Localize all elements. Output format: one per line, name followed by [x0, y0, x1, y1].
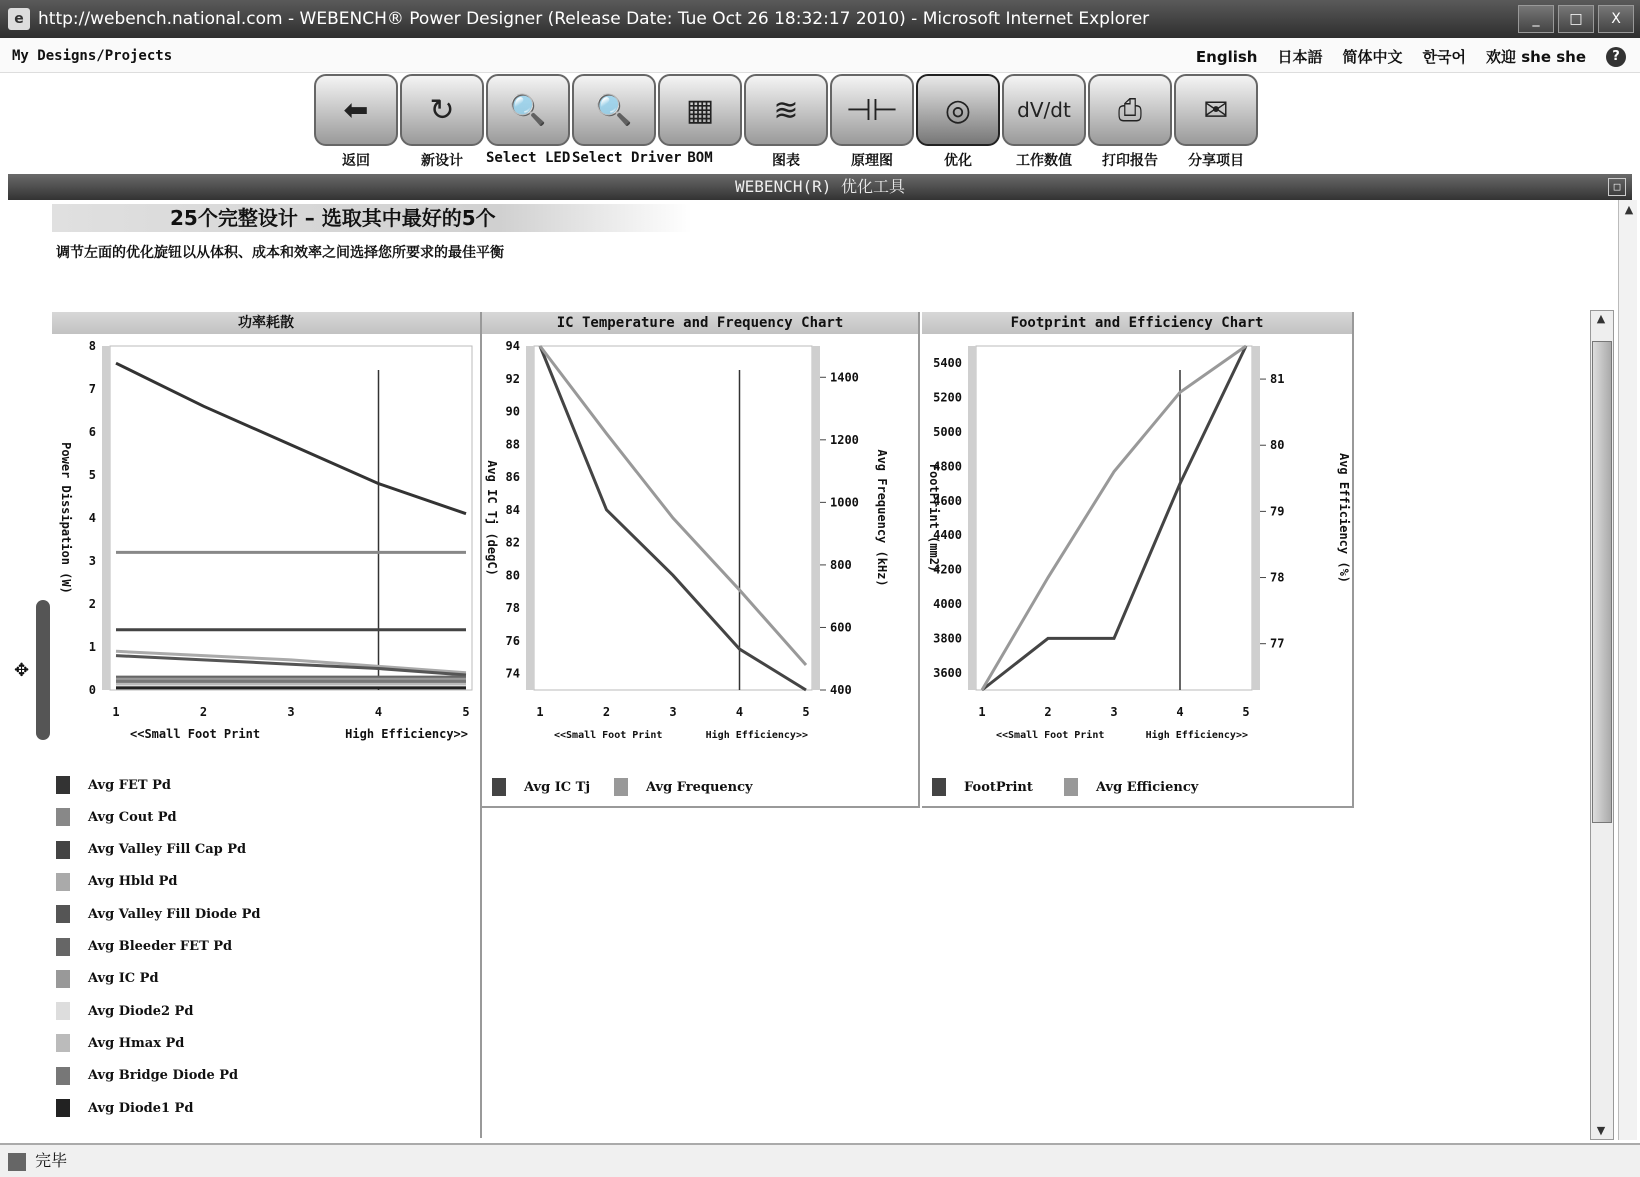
y2-tick-label: 1000: [830, 495, 859, 510]
legend-item: [932, 778, 1033, 796]
y-axis-band: [526, 346, 534, 690]
legend-item: [56, 808, 177, 826]
x-tick-label: 1: [536, 705, 544, 719]
y2-tick-label: 600: [830, 620, 852, 635]
y-tick-label: 4400: [933, 528, 962, 543]
legend-label: Avg Cout Pd: [88, 809, 177, 825]
legend-swatch: [932, 778, 946, 796]
toolbar-button-9[interactable]: [1088, 74, 1172, 170]
legend-label: FootPrint: [964, 779, 1033, 795]
scroll-up-icon[interactable]: ▲: [1596, 312, 1606, 325]
x-tick-label: 3: [287, 705, 295, 719]
legend-label: Avg FET Pd: [88, 777, 171, 793]
legend-item: [56, 776, 171, 794]
legend-item: [56, 1002, 193, 1020]
legend-label: Avg Hbld Pd: [88, 874, 178, 890]
page-scroll-up-icon[interactable]: ▲: [1624, 203, 1634, 216]
heading-text: 25个完整设计 – 选取其中最好的5个: [170, 206, 496, 230]
x-axis-label-left: <<Small Foot Print: [554, 730, 663, 741]
x-tick-label: 5: [802, 705, 810, 719]
y-axis-label: Power Dissipation (W): [59, 442, 73, 594]
y-tick-label: 8: [88, 339, 96, 353]
y-axis-band: [102, 346, 110, 690]
legend-item: [56, 841, 246, 859]
y2-tick-label: 81: [1270, 372, 1285, 387]
status-bar: [0, 1143, 1640, 1177]
chart-title: Footprint and Efficiency Chart: [922, 312, 1352, 334]
toolbar-label-7: 优化: [944, 153, 972, 169]
lang-japanese-link[interactable]: 日本語: [1277, 48, 1323, 66]
toolbar-icon-6: ⊣⊢: [830, 74, 914, 146]
y-tick-label: 92: [505, 371, 520, 386]
legend-item: [1064, 778, 1198, 796]
panel-maximize-icon[interactable]: □: [1608, 178, 1626, 196]
toolbar-icon-10: ✉: [1174, 74, 1258, 146]
y-tick-label: 78: [505, 601, 520, 616]
legend-label: Avg Bleeder FET Pd: [88, 939, 233, 954]
window-title: http://webench.national.com - WEBENCH® Power Designer (Release Date: Tue Oct 26 18:32:17 2010) - Microsoft Internet Explorer: [38, 9, 1150, 29]
legend-label: Avg Efficiency: [1096, 779, 1199, 795]
legend-swatch: [492, 778, 506, 796]
x-axis-label-left: <<Small Foot Print: [996, 730, 1105, 741]
x-tick-label: 2: [1044, 705, 1052, 719]
y-tick-label: 3: [88, 554, 96, 568]
x-tick-label: 4: [735, 705, 744, 719]
footprint-efficiency-chart: [922, 312, 1354, 808]
y-tick-label: 4600: [933, 493, 962, 508]
y-tick-label: 74: [505, 666, 520, 681]
toolbar-icon-4: ▦: [658, 74, 742, 146]
y2-tick-label: 79: [1270, 504, 1285, 519]
window-title-bar: [0, 0, 1640, 38]
toolbar-icon-0: ⬅: [314, 74, 398, 146]
legend-swatch: [56, 841, 70, 859]
legend-swatch: [56, 776, 70, 794]
x-tick-label: 5: [462, 705, 470, 719]
y2-tick-label: 80: [1270, 438, 1285, 453]
y-tick-label: 94: [505, 339, 520, 353]
toolbar-label-5: 图表: [772, 153, 800, 169]
legend-label: Avg IC Tj: [524, 779, 591, 795]
welcome-text: 欢迎 she she: [1485, 48, 1586, 66]
page-status-icon: [8, 1153, 26, 1171]
y2-tick-label: 77: [1270, 636, 1285, 651]
legend-swatch: [56, 938, 70, 956]
power-dissipation-chart: [52, 312, 482, 1138]
y-tick-label: 3600: [933, 665, 962, 680]
toolbar-button-7[interactable]: [916, 74, 1000, 170]
y-tick-label: 76: [505, 633, 520, 648]
toolbar-label-10: 分享项目: [1188, 153, 1244, 169]
legend-swatch: [1064, 778, 1078, 796]
legend-swatch: [56, 808, 70, 826]
toolbar-button-4[interactable]: [658, 74, 742, 170]
optimization-knob-slider[interactable]: [36, 600, 50, 740]
x-tick-label: 2: [199, 705, 208, 719]
y-tick-label: 7: [88, 382, 96, 396]
power-dissipation-plot: [52, 334, 480, 764]
legend-label: Avg Bridge Diode Pd: [88, 1068, 239, 1084]
panel-header: [8, 174, 1632, 200]
legend-item: [56, 1099, 193, 1117]
toolbar-label-2: Select LED: [486, 150, 571, 166]
top-nav-bar: [0, 38, 1640, 73]
x-axis-label-right: High Efficiency>>: [345, 727, 468, 741]
inner-scrollbar[interactable]: [1590, 310, 1614, 1140]
legend-swatch: [56, 1002, 70, 1020]
toolbar-icon-9: ⎙: [1088, 74, 1172, 146]
toolbar-icon-3: 🔍: [572, 74, 656, 146]
toolbar-label-8: 工作数值: [1016, 153, 1072, 169]
y-tick-label: 5400: [933, 356, 962, 371]
x-axis-label-right: High Efficiency>>: [1145, 730, 1248, 741]
y2-tick-label: 78: [1270, 570, 1285, 585]
toolbar-icon-5: ≋: [744, 74, 828, 146]
legend-label: Avg Diode1 Pd: [88, 1100, 194, 1116]
y2-tick-label: 400: [830, 683, 852, 697]
ic-temperature-frequency-plot: [482, 334, 918, 764]
legend-swatch: [56, 873, 70, 891]
toolbar-button-2[interactable]: [486, 74, 570, 170]
page-heading: [52, 204, 692, 232]
legend-label: Avg Diode2 Pd: [88, 1003, 194, 1019]
toolbar-label-4: BOM: [687, 150, 713, 166]
lang-chinese-link[interactable]: 简体中文: [1342, 48, 1403, 66]
footprint-efficiency-plot: [922, 334, 1352, 764]
instruction-text: 调节左面的优化旋钮以从体积、成本和效率之间选择您所要求的最佳平衡: [56, 245, 504, 261]
legend-swatch: [56, 970, 70, 988]
y-tick-label: 5000: [933, 425, 962, 439]
x-tick-label: 3: [1110, 705, 1118, 719]
y-tick-label: 5: [88, 468, 96, 482]
x-tick-label: 4: [374, 705, 383, 719]
chart-title: 功率耗散: [52, 312, 480, 334]
minimize-button[interactable]: _: [1518, 5, 1554, 33]
legend-swatch: [56, 1099, 70, 1117]
window-controls: [1518, 5, 1634, 33]
toolbar-button-0[interactable]: [314, 74, 398, 170]
legend-label: Avg Valley Fill Diode Pd: [88, 906, 261, 922]
x-axis-label-right: High Efficiency>>: [705, 730, 808, 741]
main-toolbar: [314, 74, 1258, 170]
x-tick-label: 5: [1242, 705, 1250, 719]
my-designs-link[interactable]: My Designs/Projects: [12, 48, 173, 64]
legend-item: [492, 778, 590, 796]
move-handle-icon[interactable]: ✥: [14, 660, 30, 681]
y2-tick-label: 800: [830, 557, 852, 572]
legend-swatch: [614, 778, 628, 796]
y-axis-label: Avg IC Tj (degC): [485, 460, 499, 576]
legend-label: Avg Hmax Pd: [88, 1035, 185, 1051]
y-tick-label: 6: [88, 425, 96, 439]
toolbar-icon-2: 🔍: [486, 74, 570, 146]
y-tick-label: 84: [505, 502, 520, 517]
legend-swatch: [56, 905, 70, 923]
toolbar-button-8[interactable]: [1002, 74, 1086, 170]
toolbar-label-0: 返回: [342, 153, 370, 169]
legend-label: Avg IC Pd: [88, 971, 159, 987]
y2-axis-label: Avg Efficiency (%): [1337, 452, 1351, 584]
lang-english-link[interactable]: English: [1195, 47, 1258, 66]
legend-item: [56, 873, 178, 891]
close-button[interactable]: X: [1598, 5, 1634, 33]
toolbar-button-10[interactable]: [1174, 74, 1258, 170]
y-tick-label: 5200: [933, 390, 962, 405]
toolbar-button-6[interactable]: [830, 74, 914, 170]
x-tick-label: 4: [1176, 705, 1184, 719]
toolbar-icon-1: ↻: [400, 74, 484, 146]
legend-item: [56, 905, 260, 923]
maximize-button[interactable]: □: [1558, 5, 1594, 33]
x-tick-label: 1: [978, 705, 986, 719]
y-tick-label: 0: [88, 683, 96, 697]
toolbar-label-6: 原理图: [851, 153, 893, 169]
legend-label: Avg Frequency: [646, 779, 753, 795]
scroll-thumb[interactable]: [1592, 341, 1612, 823]
y-tick-label: 88: [505, 437, 520, 452]
toolbar-label-3: Select Driver: [572, 150, 682, 166]
page-scrollbar[interactable]: [1618, 200, 1637, 1140]
scroll-down-icon[interactable]: ▼: [1596, 1124, 1606, 1137]
toolbar-button-3[interactable]: [572, 74, 682, 170]
x-axis-label-left: <<Small Foot Print: [130, 727, 261, 741]
y-tick-label: 3800: [933, 631, 962, 646]
legend-item: [614, 778, 753, 796]
y-tick-label: 86: [505, 470, 520, 485]
x-tick-label: 3: [669, 705, 677, 719]
y-tick-label: 1: [88, 640, 96, 654]
toolbar-button-5[interactable]: [744, 74, 828, 170]
panel-title: WEBENCH(R) 优化工具: [735, 177, 905, 196]
y-axis-band: [968, 346, 976, 690]
help-icon[interactable]: ?: [1606, 47, 1626, 67]
y-tick-label: 2: [88, 597, 96, 611]
legend-item: [56, 938, 232, 956]
y-tick-label: 82: [505, 535, 520, 550]
legend-item: [56, 1034, 184, 1052]
y2-axis-label: Avg Frequency (kHz): [875, 449, 889, 587]
plot-area: [110, 346, 472, 690]
toolbar-icon-8: dV/dt: [1002, 74, 1086, 146]
language-links: [1196, 46, 1626, 67]
toolbar-label-9: 打印报告: [1102, 153, 1158, 169]
legend-item: [56, 970, 159, 988]
y-tick-label: 90: [505, 404, 520, 419]
y-tick-label: 80: [505, 568, 520, 583]
y2-tick-label: 1200: [830, 432, 859, 447]
y-axis-label: FootPrint (mm2): [927, 463, 941, 573]
y2-axis-band: [812, 346, 820, 690]
toolbar-icon-7: ◎: [916, 74, 1000, 146]
y-tick-label: 4000: [933, 597, 962, 611]
y2-tick-label: 1400: [830, 370, 859, 385]
x-tick-label: 1: [112, 705, 120, 719]
chart-title: IC Temperature and Frequency Chart: [482, 312, 918, 334]
toolbar-button-1[interactable]: [400, 74, 484, 170]
y-tick-label: 4800: [933, 459, 962, 474]
legend-item: [56, 1067, 238, 1085]
ie-icon: e: [8, 8, 30, 30]
x-tick-label: 2: [602, 705, 611, 719]
y-tick-label: 4200: [933, 562, 962, 577]
ic-temperature-frequency-chart: [482, 312, 920, 808]
y2-axis-band: [1252, 346, 1260, 690]
y-tick-label: 4: [88, 511, 96, 525]
legend-swatch: [56, 1034, 70, 1052]
legend-swatch: [56, 1067, 70, 1085]
toolbar-label-1: 新设计: [421, 153, 463, 169]
status-text: 完毕: [35, 1151, 68, 1170]
legend-label: Avg Valley Fill Cap Pd: [88, 842, 247, 858]
lang-korean-link[interactable]: 한국어: [1422, 48, 1466, 66]
